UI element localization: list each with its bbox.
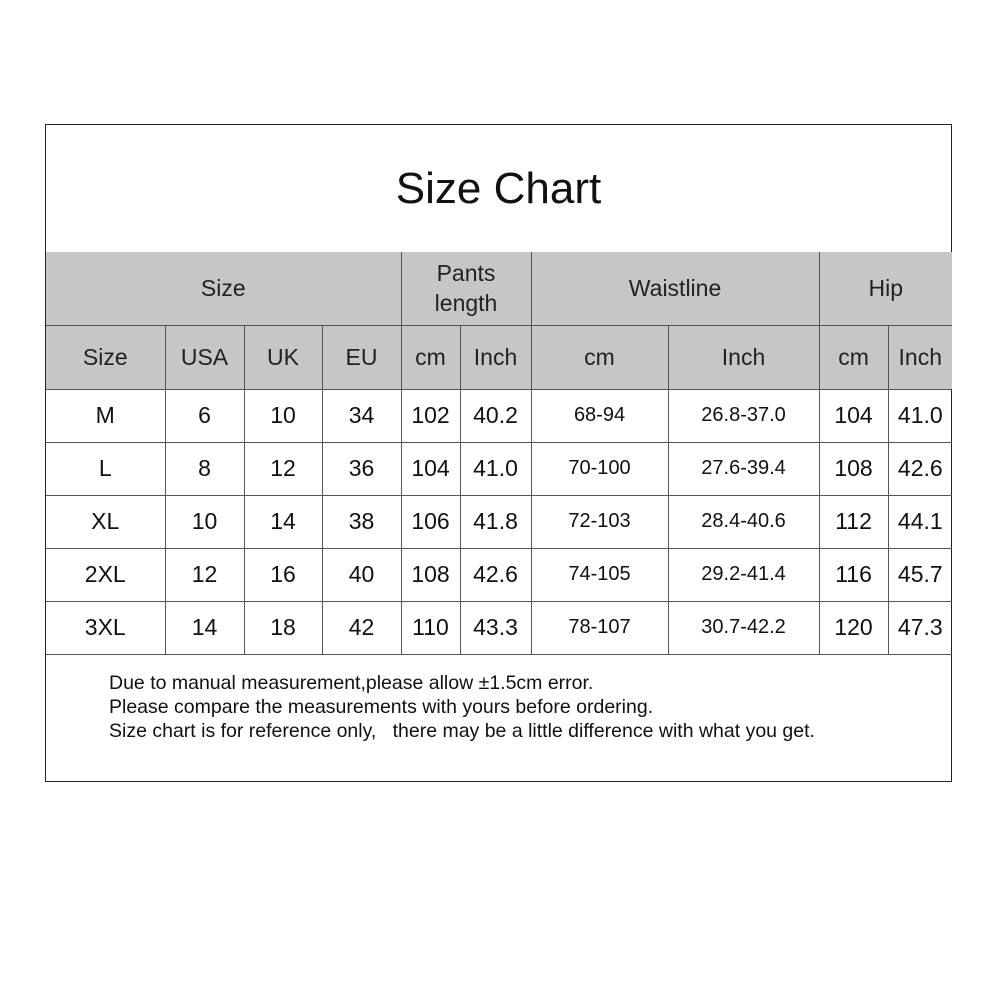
cell-pants-cm: 104 — [401, 442, 460, 495]
chart-title: Size Chart — [46, 125, 951, 253]
header-pants-length-group — [401, 252, 531, 325]
cell-eu: 40 — [322, 548, 401, 601]
cell-pants-inch: 42.6 — [460, 548, 531, 601]
notes-block — [109, 671, 815, 743]
header-hip-group: Hip — [819, 252, 952, 325]
header-pants-line-1: Pants — [436, 260, 496, 287]
header-group-row — [46, 252, 952, 325]
cell-usa: 10 — [165, 495, 244, 548]
subheader-usa: USA — [165, 325, 244, 389]
cell-waist-inch: 28.4-40.6 — [668, 495, 819, 548]
cell-uk: 18 — [244, 601, 322, 654]
cell-waist-inch: 27.6-39.4 — [668, 442, 819, 495]
header-waistline-group: Waistline — [531, 252, 819, 325]
cell-hip-cm: 116 — [819, 548, 888, 601]
cell-uk: 10 — [244, 389, 322, 442]
size-chart-frame — [45, 124, 952, 782]
cell-pants-cm: 106 — [401, 495, 460, 548]
note-line: Please compare the measurements with yours before ordering. — [109, 696, 654, 718]
cell-eu: 38 — [322, 495, 401, 548]
note-line: Size chart is for reference only, there may be a little difference with what you get. — [109, 720, 815, 742]
cell-uk: 12 — [244, 442, 322, 495]
subheader-waist-cm: cm — [531, 325, 668, 389]
cell-size: 2XL — [46, 548, 165, 601]
cell-pants-inch: 43.3 — [460, 601, 531, 654]
cell-hip-inch: 47.3 — [888, 601, 952, 654]
subheader-pants-inch: Inch — [460, 325, 531, 389]
cell-uk: 14 — [244, 495, 322, 548]
cell-hip-cm: 120 — [819, 601, 888, 654]
cell-size: XL — [46, 495, 165, 548]
subheader-row — [46, 325, 952, 389]
subheader-pants-cm: cm — [401, 325, 460, 389]
cell-pants-inch: 40.2 — [460, 389, 531, 442]
subheader-size: Size — [46, 325, 165, 389]
cell-waist-cm: 72-103 — [531, 495, 668, 548]
cell-hip-inch: 45.7 — [888, 548, 952, 601]
cell-eu: 36 — [322, 442, 401, 495]
cell-eu: 42 — [322, 601, 401, 654]
table-row — [46, 389, 952, 442]
table-row — [46, 548, 952, 601]
cell-waist-cm: 68-94 — [531, 389, 668, 442]
cell-pants-cm: 110 — [401, 601, 460, 654]
cell-pants-cm: 108 — [401, 548, 460, 601]
table-row — [46, 601, 952, 654]
cell-usa: 14 — [165, 601, 244, 654]
cell-hip-cm: 108 — [819, 442, 888, 495]
cell-hip-inch: 44.1 — [888, 495, 952, 548]
cell-usa: 12 — [165, 548, 244, 601]
subheader-uk: UK — [244, 325, 322, 389]
cell-waist-inch: 29.2-41.4 — [668, 548, 819, 601]
cell-size: 3XL — [46, 601, 165, 654]
table-row — [46, 495, 952, 548]
cell-eu: 34 — [322, 389, 401, 442]
cell-usa: 6 — [165, 389, 244, 442]
header-pants-line-2: length — [434, 290, 498, 317]
cell-usa: 8 — [165, 442, 244, 495]
note-line: Due to manual measurement,please allow ±1.5cm error. — [109, 672, 594, 694]
subheader-hip-inch: Inch — [888, 325, 952, 389]
subheader-eu: EU — [322, 325, 401, 389]
cell-pants-inch: 41.0 — [460, 442, 531, 495]
cell-waist-cm: 74-105 — [531, 548, 668, 601]
cell-hip-cm: 112 — [819, 495, 888, 548]
cell-size: M — [46, 389, 165, 442]
cell-waist-inch: 30.7-42.2 — [668, 601, 819, 654]
cell-uk: 16 — [244, 548, 322, 601]
cell-hip-cm: 104 — [819, 389, 888, 442]
cell-waist-cm: 78-107 — [531, 601, 668, 654]
cell-pants-cm: 102 — [401, 389, 460, 442]
subheader-waist-inch: Inch — [668, 325, 819, 389]
subheader-hip-cm: cm — [819, 325, 888, 389]
cell-size: L — [46, 442, 165, 495]
cell-hip-inch: 41.0 — [888, 389, 952, 442]
cell-waist-cm: 70-100 — [531, 442, 668, 495]
table-row — [46, 442, 952, 495]
cell-pants-inch: 41.8 — [460, 495, 531, 548]
header-size-group: Size — [46, 252, 401, 325]
cell-waist-inch: 26.8-37.0 — [668, 389, 819, 442]
size-table — [46, 252, 952, 655]
cell-hip-inch: 42.6 — [888, 442, 952, 495]
